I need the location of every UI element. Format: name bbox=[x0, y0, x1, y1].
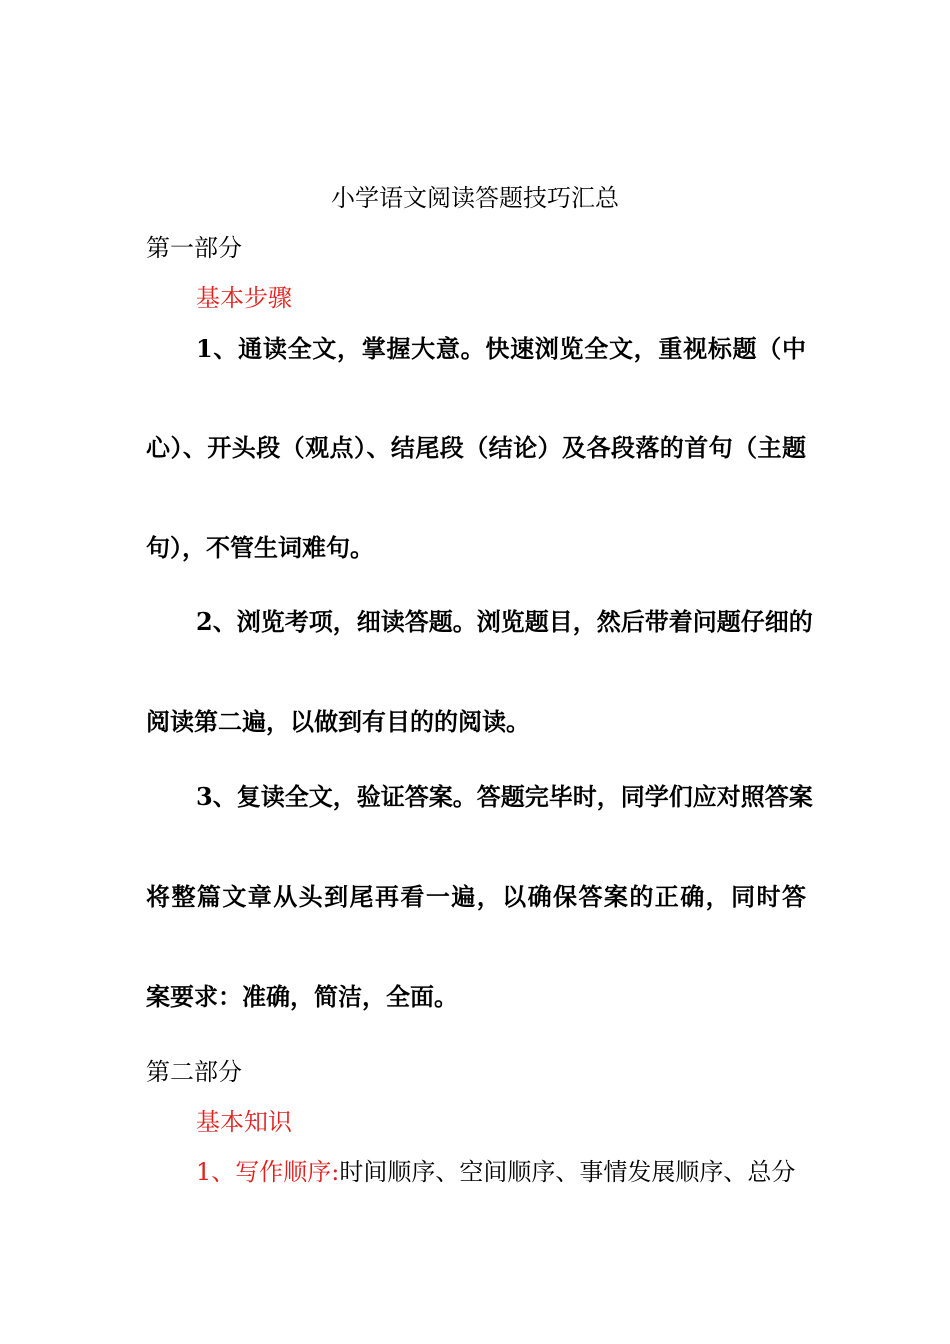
document-title: 小学语文阅读答题技巧汇总 bbox=[331, 184, 619, 212]
step1-line-1: 1、通读全文，掌握大意。快速浏览全文，重视标题（中 bbox=[196, 334, 806, 363]
step2-line-1: 2、浏览考项，细读答题。浏览题目，然后带着问题仔细的 bbox=[196, 607, 813, 636]
step2-line-2: 阅读第二遍，以做到有目的的阅读。 bbox=[146, 707, 530, 736]
step1-line-3: 句），不管生词难句。 bbox=[146, 533, 374, 562]
step3-line-1: 3、复读全文，验证答案。答题完毕时，同学们应对照答案 bbox=[196, 782, 813, 811]
step1-line-2: 心）、开头段（观点）、结尾段（结论）及各段落的首句（主题 bbox=[146, 433, 806, 462]
part1-heading: 第一部分 bbox=[146, 234, 242, 262]
part2-heading: 第二部分 bbox=[146, 1058, 242, 1086]
step3-line-2: 将整篇文章从头到尾再看一遍，以确保答案的正确，同时答 bbox=[146, 882, 806, 911]
part2-item-1 bbox=[196, 1157, 806, 1187]
item1-label: 1、写作顺序: bbox=[196, 1158, 340, 1186]
item1-text: 时间顺序、空间顺序、事情发展顺序、总分 bbox=[339, 1158, 796, 1186]
part1-subheading: 基本步骤 bbox=[196, 284, 292, 312]
step3-line-3: 案要求：准确，简洁，全面。 bbox=[146, 982, 458, 1011]
part2-subheading: 基本知识 bbox=[196, 1108, 292, 1136]
